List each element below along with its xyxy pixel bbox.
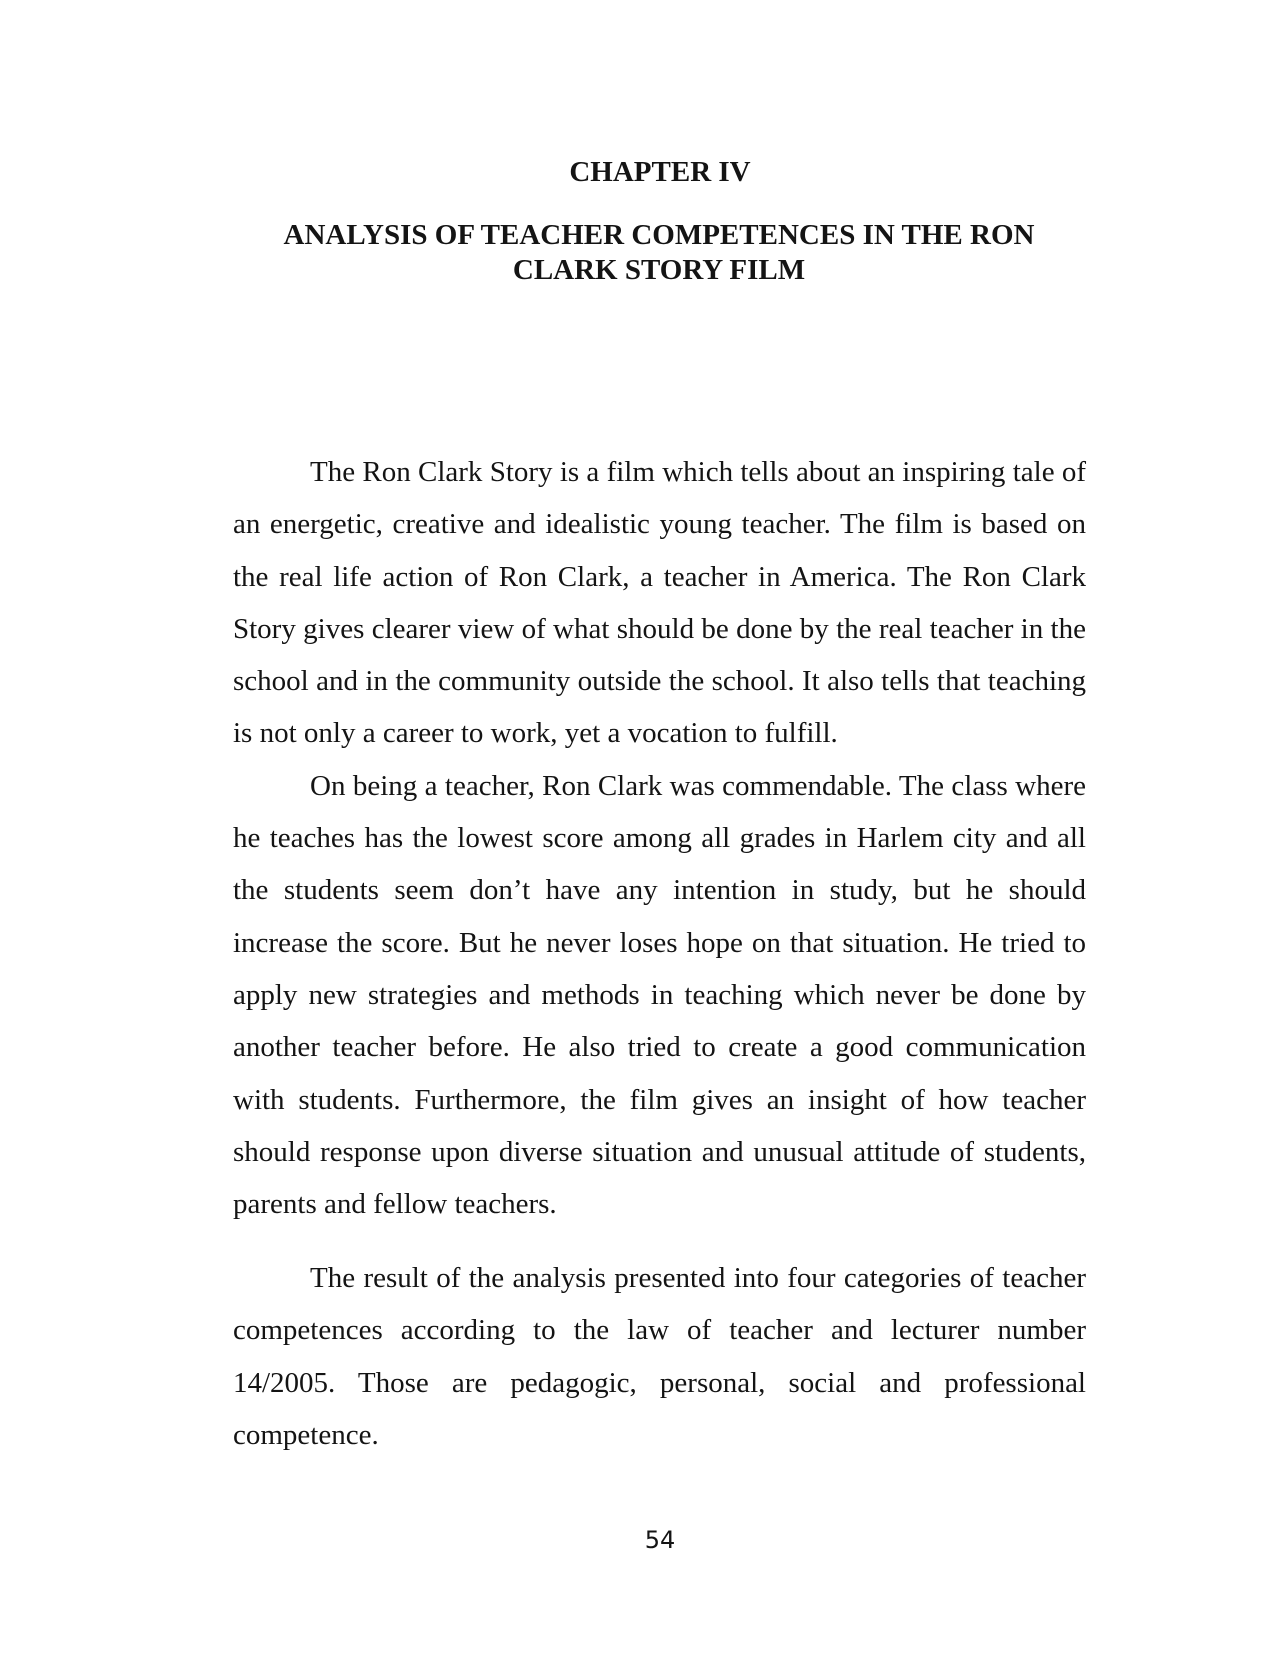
body-text-block (233, 1252, 1086, 1461)
paragraph: The Ron Clark Story is a film which tells about an inspiring tale of an energetic, creative and idealistic young teacher. The film is based on the real life action of Ron Clark, a teacher in America. The Ron Clark Story gives clearer view of what should be done by the real teacher in the school and in the community outside the school. It also tells that teaching is not only a career to work, yet a vocation to fulfill. (233, 456, 1086, 750)
chapter-title: ANALYSIS OF TEACHER COMPETENCES IN THE RON CLARK STORY FILM (283, 219, 1035, 286)
paragraph: The result of the analysis presented into four categories of teacher competences according to the law of teacher and lecturer number 14/2005. Those are pedagogic, personal, social and professional competence. (233, 1262, 1086, 1451)
paragraph: On being a teacher, Ron Clark was commendable. The class where he teaches has the lowest score among all grades in Harlem city and all the students seem don’t have any intention in study, but he should increase the score. But he never loses hope on that situation. He tried to apply new strategies and methods in teaching which never be done by another teacher before. He also tried to create a good communication with students. Furthermore, the film gives an insight of how teacher should response upon diverse situation and unusual attitude of students, parents and fellow teachers. (233, 769, 1086, 1221)
body-text-block (233, 446, 1086, 1230)
page-number: 54 (644, 1526, 676, 1554)
chapter-number: CHAPTER IV (569, 156, 751, 188)
